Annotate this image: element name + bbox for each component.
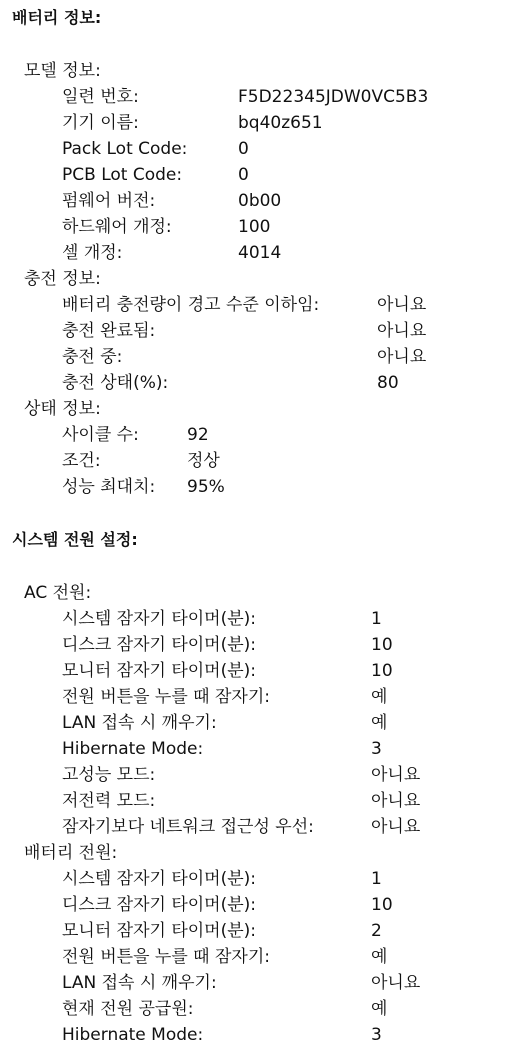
row-label: 성능 최대치: (62, 477, 156, 497)
battery-info-title: 배터리 정보: (12, 8, 102, 27)
row-value: bq40z651 (238, 113, 323, 133)
row-label: 조건: (62, 451, 101, 471)
row-value: 아니요 (371, 791, 421, 811)
row-value: 100 (238, 217, 271, 237)
charge-info-heading: 충전 정보: (24, 269, 101, 289)
row-label: 모니터 잠자기 타이머(분): (62, 921, 257, 941)
row-value: 10 (371, 661, 393, 681)
row-value: 아니요 (371, 973, 421, 993)
row-value: 0 (238, 165, 249, 185)
row-value: 예 (371, 687, 388, 707)
row-label: 기기 이름: (62, 113, 139, 133)
row-label: 전원 버튼을 누를 때 잠자기: (62, 687, 270, 707)
row-label: LAN 접속 시 깨우기: (62, 713, 217, 733)
row-label: 충전 상태(%): (62, 373, 169, 393)
row-value: F5D22345JDW0VC5B3 (238, 87, 429, 107)
row-label: 펌웨어 버전: (62, 191, 156, 211)
row-label: 셀 개정: (62, 243, 123, 263)
row-value: 아니요 (377, 347, 427, 367)
row-value: 92 (187, 425, 209, 445)
row-value: 1 (371, 609, 382, 629)
row-label: 일련 번호: (62, 87, 139, 107)
ac-power-heading: AC 전원: (24, 583, 92, 603)
row-value: 예 (371, 713, 388, 733)
row-value: 예 (371, 999, 388, 1019)
battery-power-heading: 배터리 전원: (24, 843, 118, 863)
row-label: 잠자기보다 네트워크 접근성 우선: (62, 817, 314, 837)
row-label: 시스템 잠자기 타이머(분): (62, 609, 257, 629)
row-label: 전원 버튼을 누를 때 잠자기: (62, 947, 270, 967)
row-label: 시스템 잠자기 타이머(분): (62, 869, 257, 889)
row-value: 3 (371, 739, 382, 759)
row-label: 디스크 잠자기 타이머(분): (62, 895, 257, 915)
row-value: 아니요 (377, 295, 427, 315)
row-value: 1 (371, 869, 382, 889)
row-value: 아니요 (377, 321, 427, 341)
row-value: 3 (371, 1025, 382, 1045)
row-value: 0 (238, 139, 249, 159)
row-label: 현재 전원 공급원: (62, 999, 194, 1019)
row-value: 95% (187, 477, 225, 497)
row-label: 충전 완료됨: (62, 321, 156, 341)
health-info-heading: 상태 정보: (24, 399, 101, 419)
row-value: 정상 (187, 451, 220, 471)
row-label: 고성능 모드: (62, 765, 156, 785)
row-value: 예 (371, 947, 388, 967)
row-value: 10 (371, 635, 393, 655)
row-label: 사이클 수: (62, 425, 139, 445)
row-label: Pack Lot Code: (62, 139, 188, 159)
row-label: 충전 중: (62, 347, 123, 367)
row-label: 디스크 잠자기 타이머(분): (62, 635, 257, 655)
row-label: PCB Lot Code: (62, 165, 183, 185)
row-label: Hibernate Mode: (62, 1025, 204, 1045)
row-value: 아니요 (371, 765, 421, 785)
row-value: 4014 (238, 243, 282, 263)
row-value: 10 (371, 895, 393, 915)
row-label: 하드웨어 개정: (62, 217, 172, 237)
row-label: LAN 접속 시 깨우기: (62, 973, 217, 993)
row-label: 저전력 모드: (62, 791, 156, 811)
row-value: 80 (377, 373, 399, 393)
model-info-heading: 모델 정보: (24, 61, 101, 81)
row-value: 아니요 (371, 817, 421, 837)
power-settings-title: 시스템 전원 설정: (12, 530, 138, 549)
row-value: 2 (371, 921, 382, 941)
row-label: 배터리 충전량이 경고 수준 이하임: (62, 295, 320, 315)
row-value: 0b00 (238, 191, 282, 211)
row-label: 모니터 잠자기 타이머(분): (62, 661, 257, 681)
row-label: Hibernate Mode: (62, 739, 204, 759)
